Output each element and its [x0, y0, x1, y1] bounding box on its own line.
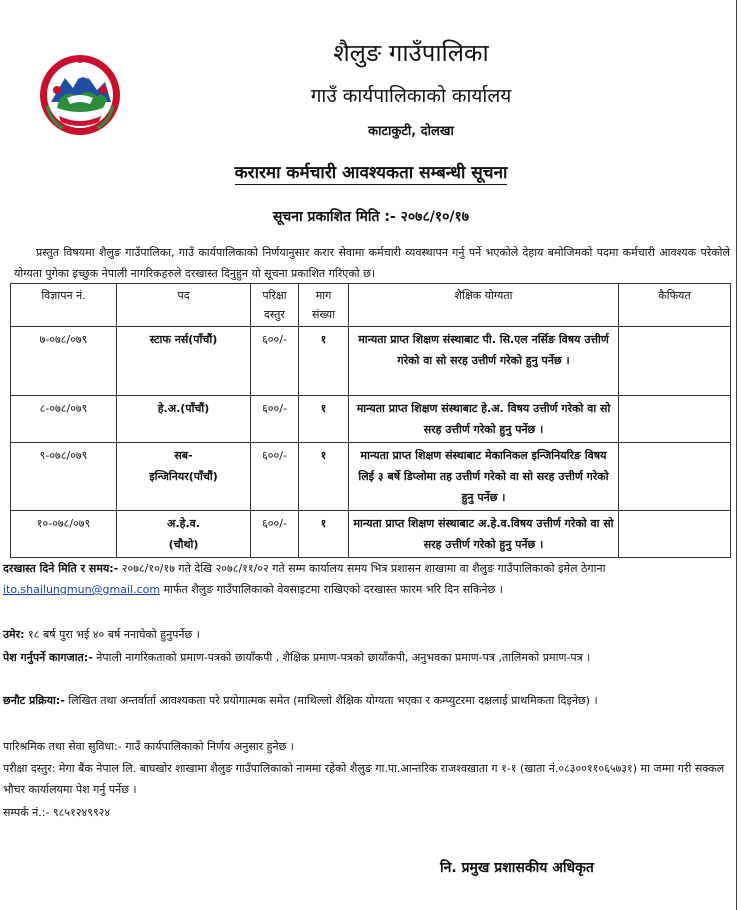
table-row	[11, 327, 731, 396]
signature-title: नि. प्रमुख प्रशासकीय अधिकृत	[440, 860, 594, 876]
cell-post	[117, 443, 251, 511]
cell-demand: १	[299, 443, 349, 511]
table-row	[11, 443, 731, 511]
header-demand	[299, 284, 349, 327]
cell-qualification: मान्यता प्राप्त शिक्षण संस्थाबाट पी. सि.एल नर्सिङ विषय उत्तीर्ण गरेको वा सो सरह उत्तीर्ण गरेको हुनु पर्नेछ ।	[349, 327, 619, 396]
notice-title	[0, 160, 742, 183]
selection-label: छनौट प्रक्रिया:-	[3, 694, 65, 707]
cell-post	[117, 396, 251, 443]
header-ad-no: विज्ञापन नं.	[11, 284, 117, 327]
cell-demand: १	[299, 327, 349, 396]
application-text-after: मार्फत शैलुङ गाउँपालिकाको वेवसाइटमा राखिएको दरखास्त फारम भरि दिन सकिनेछ ।	[160, 583, 503, 596]
table-header-row	[11, 284, 731, 327]
cell-qualification: मान्यता प्राप्त शिक्षण संस्थाबाट अ.हे.व.विषय उत्तीर्ण गरेको वा सो सरह उत्तीर्ण गरेको हुनु पर्नेछ ।	[349, 511, 619, 558]
age-label: उमेर:	[3, 628, 25, 641]
office-name: गाउँ कार्यपालिकाको कार्यालय	[310, 85, 512, 107]
cell-remarks	[619, 396, 731, 443]
municipality-name: शैलुङ गाउँपालिका	[333, 39, 489, 67]
documents-paragraph	[3, 647, 729, 668]
application-label: दरखास्त दिने मिति र समय:-	[3, 562, 119, 575]
cell-post-line2: (चौथो)	[168, 538, 199, 551]
remuneration-paragraph: पारिश्रमिक तथा सेवा सुविधा:- गाउँ कार्यपालिकाको निर्णय अनुसार हुनेछ ।	[3, 740, 294, 753]
contact-line: सम्पर्क नं.:- ९८५१२४९९२४	[3, 806, 111, 819]
cell-fee: ६००/-	[251, 396, 299, 443]
published-date: सूचना प्रकाशित मिति :- २०७८/१०/१७	[272, 209, 470, 225]
header-demand-line1: माग	[315, 289, 332, 302]
header-fee-line1: परिक्षा	[262, 289, 287, 302]
cell-ad-no: १०-०७८/०७९	[11, 511, 117, 558]
header-post: पद	[117, 284, 251, 327]
cell-ad-no: ७-०७८/०७९	[11, 327, 117, 396]
table-row	[11, 396, 731, 443]
header-qualification: शैक्षिक योग्यता	[349, 284, 619, 327]
table-row	[11, 511, 731, 558]
age-paragraph	[3, 624, 729, 645]
notice-title-text: करारमा कर्मचारी आवश्यकता सम्बन्धी सूचना	[234, 163, 508, 183]
cell-post-line1: हे.अ.(पाँचौं)	[157, 402, 210, 415]
vacancy-table	[10, 283, 731, 558]
cell-remarks	[619, 511, 731, 558]
cell-post-line1: अ.हे.व.	[167, 517, 200, 530]
cell-fee: ६००/-	[251, 443, 299, 511]
age-text: १८ बर्ष पुरा भई ४० बर्ष ननाघेको हुनुपर्नेछ ।	[24, 628, 200, 641]
cell-remarks	[619, 443, 731, 511]
selection-paragraph	[3, 690, 729, 711]
cell-post	[117, 511, 251, 558]
application-text-before: २०७८/१०/१७ गते देखि २०७८/११/०२ गते सम्म कार्यालय समय भित्र प्रशासन शाखामा वा शैलुङ गाउँपालिकाको इमेल ठेगाना	[118, 562, 606, 575]
documents-label: पेश गर्नुपर्ने कागजात:-	[3, 651, 93, 664]
exam-fee-paragraph: परीक्षा दस्तुर: मेगा बैंक नेपाल लि. बाघखोर शाखामा शैलुङ गाउँपालिकाको नाममा रहेको शैलुङ गा.पा.आन्तरिक राजश्वखाता ग १-१ (खाता नं.०८३००११०६५७३१) मा जम्मा गरी सक्कल भौचर कार्यालयमा पेश गर्नु पर्नेछ ।	[3, 762, 725, 796]
application-date-paragraph	[3, 558, 729, 600]
cell-post-line1: सब-	[174, 449, 193, 462]
cell-post	[117, 327, 251, 396]
header-demand-line2: संख्या	[311, 308, 336, 321]
cell-ad-no: ९-०७८/०७९	[11, 443, 117, 511]
header-fee-line2: दस्तुर	[264, 308, 285, 321]
cell-demand: १	[299, 511, 349, 558]
cell-qualification: मान्यता प्राप्त शिक्षण संस्थाबाट मेकानिकल इन्जिनियरिङ विषय लिई ३ बर्षे डिप्लोमा तह उत्तीर्ण गरेको वा सो सरह उत्तीर्ण गरेको हुनु पर्नेछ ।	[349, 443, 619, 511]
header-remarks: कैफियत	[619, 284, 731, 327]
header-fee	[251, 284, 299, 327]
email-link[interactable]: ito.shailungmun@gmail.com	[3, 583, 161, 596]
cell-qualification: मान्यता प्राप्त शिक्षण संस्थाबाट हे.अ. विषय उत्तीर्ण गरेको वा सो सरह उत्तीर्ण गरेको हुनु पर्नेछ ।	[349, 396, 619, 443]
documents-text: नेपाली नागरिकताको प्रमाण-पत्रको छायाँकपी , शैक्षिक प्रमाण-पत्रको छायाँकपी, अनुभवका प्रमाण-पत्र ,तालिमको प्रमाण-पत्र ।	[92, 651, 591, 664]
cell-ad-no: ८-०७८/०७९	[11, 396, 117, 443]
cell-remarks	[619, 327, 731, 396]
selection-text: लिखित तथा अन्तर्वार्ता आवश्यकता परे प्रयोगात्मक समेत (माथिल्लो शैक्षिक योग्यता भएका र कम्प्युटरमा दक्षलाई प्राथमिकता दिइनेछ) ।	[64, 694, 598, 707]
cell-fee: ६००/-	[251, 511, 299, 558]
cell-post-line2: इन्जिनियर(पाँचौं)	[149, 470, 218, 483]
cell-demand: १	[299, 396, 349, 443]
cell-post-line1: स्टाफ नर्स(पाँचौं)	[149, 333, 218, 346]
office-address: काटाकुटी, दोलखा	[368, 124, 454, 139]
intro-paragraph: प्रस्तुत विषयमा शैलुङ गाउँपालिका, गाउँ कार्यपालिकाको निर्णयानुसार करार सेवामा कर्मचारी व्यवस्थापन गर्नु पर्ने भएकोले देहाय बमोजिमको पदमा कर्मचारी आवश्यक परेकोले योग्यता पुगेका इच्छुक नेपाली नागरिकहरुले दरखास्त दिनुहुन यो सूचना प्रकाशित गरिएको छ।	[14, 246, 730, 280]
cell-fee: ६००/-	[251, 327, 299, 396]
